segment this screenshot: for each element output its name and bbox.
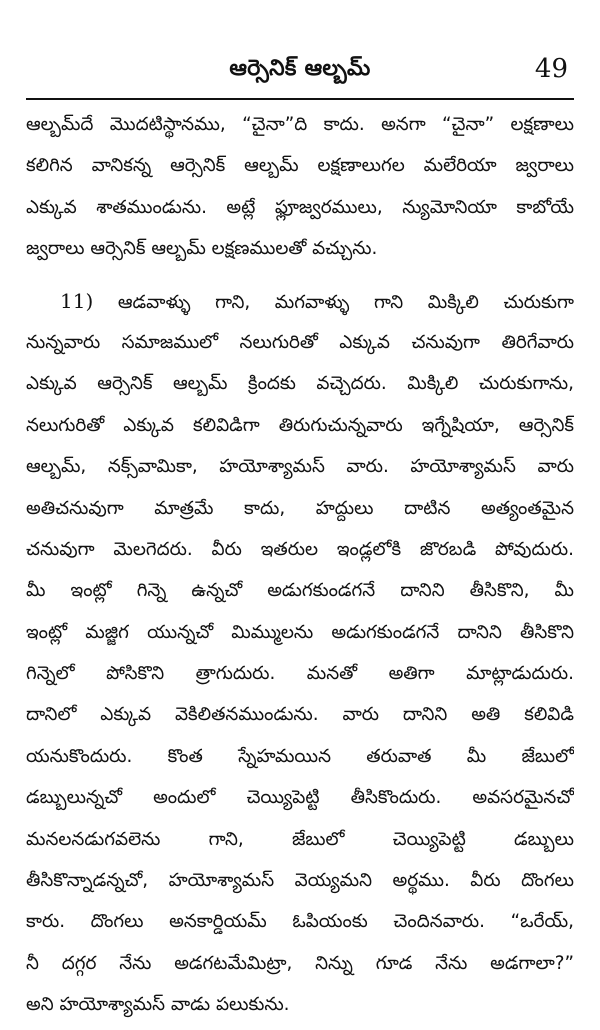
paragraph-gap [26,270,574,281]
text-line: డబ్బులున్నచో అందులో చెయ్యిపెట్టి తీసికొందురు. అవసరమైనచో [26,787,574,809]
text-line: ఆల్బమ్‌దే మొదటిస్థానము, “చైనా”ది కాదు. అనగా “చైనా” లక్షణాలు [26,114,574,135]
page-header [26,48,574,100]
paragraph-number: 11) [60,288,94,313]
text-line: నలుగురితో ఎక్కువ కలివిడిగా తిరుగుచున్నవారు ఇగ్నేషియా, ఆర్సెనిక్ [26,414,574,436]
text-line: గిన్నెలో పోసికొని త్రాగుదురు. మనతో అతిగా మాట్లాడుదురు. [26,663,574,685]
text-line: తీసికొన్నాడన్నచో, హయోశ్యామస్ వెయ్యమని అర్థము. వీరు దొంగలు [26,870,574,892]
text-line: దానిలో ఎక్కువ వెకిలితనముండును. వారు దానిని అతి కలివిడి [26,704,574,726]
text-line: నీ దగ్గర నేను అడగటమేమిట్రా, నిన్ను గూడ నేను అడగాలా?” [26,952,574,974]
running-title: ఆర్సెనిక్ ఆల్బమ్ [229,56,371,81]
text-line: యనుకొందురు. కొంత స్నేహమయిన తరువాత మీ జేబులో [26,745,574,767]
paragraph-1 [26,104,574,270]
text-line-content: ఆడవాళ్ళు గాని, మగవాళ్ళు గాని మిక్కిలి చురుకుగా [117,291,574,313]
text-line: అని హయోశ్యామస్ వాడు పలుకును. [26,994,290,1016]
text-line: ఇంట్లో మజ్జిగ యున్నచో మిమ్ములను అడుగకుండగనే దానిని తీసికొని [26,621,574,643]
text-line: జ్వరాలు ఆర్సెనిక్ ఆల్బమ్ లక్షణములతో వచ్చును. [26,238,378,260]
text-line: అతిచనువుగా మాత్రమే కాదు, హద్దులు దాటిన అత్యంతమైన [26,497,574,519]
text-line: ఎక్కువ ఆర్సెనిక్ ఆల్బమ్ క్రిందకు వచ్చెదరు. మిక్కిలి చురుకుగాను, [26,373,574,395]
text-line: ఆల్బమ్, నక్స్‌వామికా, హయోశ్యామస్ వారు. హయోశ్యామస్ వారు [26,456,574,478]
header-rule [26,98,574,100]
text-line [26,281,574,322]
body-text [26,104,574,1026]
text-line: మీ ఇంట్లో గిన్నె ఉన్నచో అడుగకుండగనే దానిని తీసికొని, మీ [26,580,574,602]
text-line: నున్నవారు సమాజములో నలుగురితో ఎక్కువ చనువుగా తిరిగేవారు [26,331,574,353]
text-line: చనువుగా మెలగెదరు. వీరు ఇతరుల ఇండ్లలోకి జొరబడి పోవుదురు. [26,538,574,560]
page-number: 49 [534,54,568,84]
text-line: కలిగిన వానికన్న ఆర్సెనిక్ ఆల్బమ్ లక్షణాలుగల మలేరియా జ్వరాలు [26,155,574,177]
paragraph-2 [26,281,574,1026]
text-line: కారు. దొంగలు అనకార్డియమ్ ఓపియంకు చెందినవారు. “ఒరేయ్, [26,911,574,933]
text-line: ఎక్కువ శాతముండును. అట్లే ఫ్లూజ్వరములు, న్యుమోనియా కాబోయే [26,196,574,218]
text-line: మనలనడుగవలెను గాని, జేబులో చెయ్యిపెట్టి డబ్బులు [26,828,574,850]
